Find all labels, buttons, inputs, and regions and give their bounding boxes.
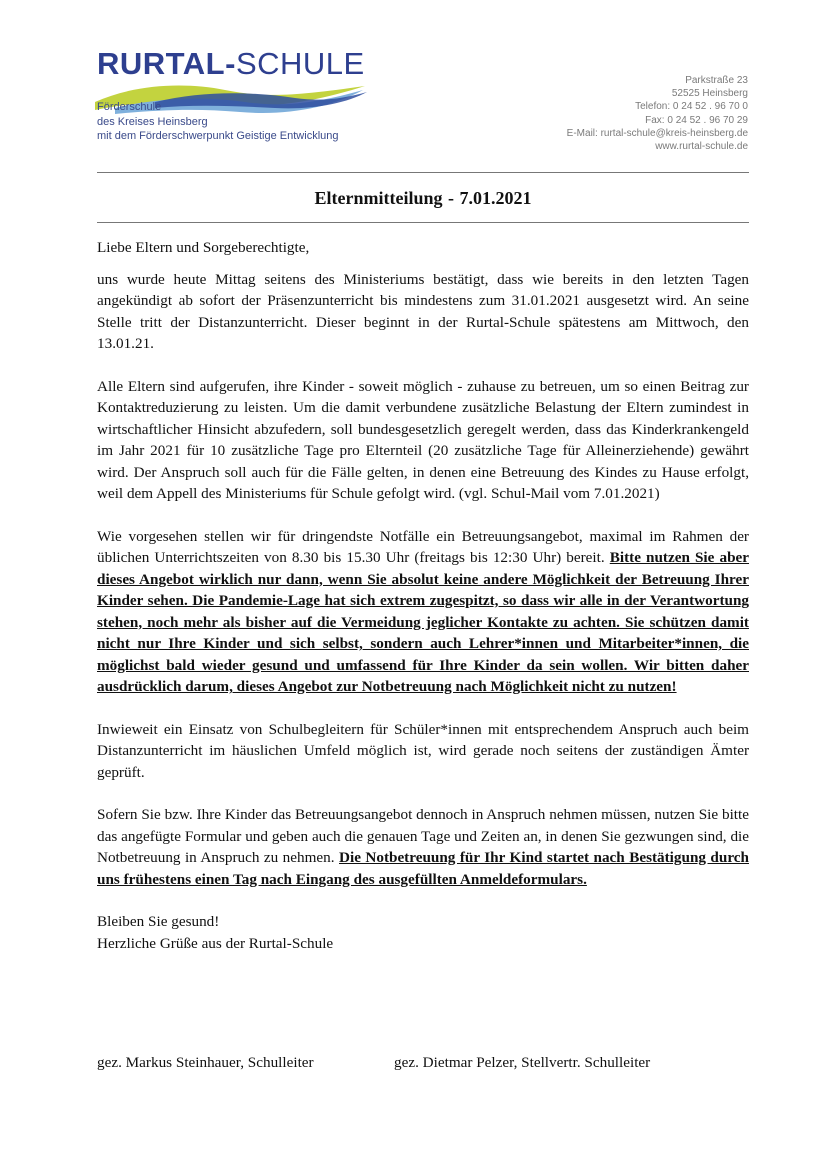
registration-text: Sofern Sie bzw. Ihre Kinder das Betreuungsangebot dennoch in Anspruch nehmen müssen, nutzen Sie bitte das angefügte Formular und geben auch die genauen Tage und Zeiten an, in denen Sie gezwungen sind, die Notbetreuung in Anspruch zu nehmen. — [97, 806, 749, 866]
contact-street: Parkstraße 23 — [685, 75, 748, 86]
contact-city: 52525 Heinsberg — [671, 88, 748, 100]
contact-email: E-Mail: rurtal-schule@kreis-heinsberg.de — [566, 127, 748, 139]
school-logo-wordmark — [97, 46, 365, 82]
paragraph-childcare-appeal: Alle Eltern sind aufgerufen, ihre Kinder - soweit möglich - zuhause zu betreuen, um so einen Beitrag zur Kontaktreduzierung zu leisten. Um die damit verbundene zusätzliche Belastung der Eltern zumindest in wirtschaftlicher Hinsicht abzufedern, soll bundesgesetzlich geregelt werden, dass das Kinderkrankengeld im Jahr 2021 für 10 zusätzliche Tage pro Elternteil (20 zusätzliche Tage für Alleinerziehende) gewährt wird. Der Anspruch soll auch für die Fälle gelten, in denen eine Betreuung des Kindes zu Hause erfolgt, weil dem Appell des Ministeriums für Schule gefolgt wird. (vgl. Schul-Mail vom 7.01.2021) — [97, 377, 749, 502]
header-divider-bottom — [97, 222, 749, 223]
logo-light-part: SCHULE — [235, 46, 365, 81]
registration-note: Die Notbetreuung für Ihr Kind startet nach Bestätigung durch uns frühestens einen Tag nach Eingang des ausgefüllten Anmeldeformulars. — [97, 849, 749, 888]
school-tagline — [97, 100, 338, 144]
letter-body — [97, 237, 749, 954]
tagline-line-3: mit dem Förderschwerpunkt Geistige Entwicklung — [97, 130, 339, 142]
closing-wish: Bleiben Sie gesund! — [97, 913, 220, 930]
logo-dash: - — [225, 46, 236, 81]
contact-phone: Telefon: 0 24 52 . 96 70 0 — [635, 101, 748, 113]
emergency-care-warning: Bitte nutzen Sie aber dieses Angebot wirklich nur dann, wenn Sie absolut keine andere Möglichkeit der Betreuung Ihrer Kinder sehen. Die Pandemie-Lage hat sich extrem zugespitzt, so dass wir alle in der Verantwortung stehen, noch mehr als bisher auf die Vermeidung jeglicher Kontakte zu achten. Sie schützen damit nicht nur Ihre Kinder und sich selbst, sondern auch Lehrer*innen und Mitarbeiter*innen, die möglichst bald wieder gesund und umfassend für Ihre Kinder da sein wollen. Wir bitten daher ausdrücklich darum, dieses Angebot zur Notbetreuung nach Möglichkeit nicht zu nutzen! — [97, 549, 750, 695]
contact-block — [567, 74, 748, 153]
contact-website: www.rurtal-schule.de — [655, 141, 748, 153]
emergency-care-text: Wie vorgesehen stellen wir für dringendste Notfälle ein Betreuungsangebot, maximal im Rahmen der üblichen Unterrichtszeiten von 8.30 bis 15.30 Uhr (freitags bis 12:30 Uhr) bereit. — [97, 527, 749, 566]
logo-bold-part: RURTAL — [97, 46, 226, 81]
paragraph-emergency-care — [97, 526, 749, 698]
signature-principal: gez. Markus Steinhauer, Schulleiter — [97, 1054, 314, 1071]
tagline-line-1: Förderschule — [97, 101, 162, 113]
header-divider-top — [97, 172, 749, 173]
paragraph-registration — [97, 804, 749, 890]
signature-deputy: gez. Dietmar Pelzer, Stellvertr. Schulleiter — [394, 1054, 651, 1071]
contact-fax: Fax: 0 24 52 . 96 70 29 — [645, 114, 748, 126]
salutation: Liebe Eltern und Sorgeberechtigte, — [97, 239, 310, 256]
document-heading: Elternmitteilung - 7.01.2021 — [314, 188, 532, 208]
paragraph-school-companions: Inwieweit ein Einsatz von Schulbegleitern für Schüler*innen mit entsprechendem Anspruch auch beim Distanzunterricht im häuslichen Umfeld möglich ist, wird gerade noch seitens der zuständigen Ämter geprüft. — [97, 720, 749, 781]
tagline-line-2: des Kreises Heinsberg — [97, 115, 208, 128]
closing-greeting: Herzliche Grüße aus der Rurtal-Schule — [97, 934, 334, 952]
paragraph-announcement: uns wurde heute Mittag seitens des Ministeriums bestätigt, dass wie bereits in den letzten Tagen angekündigt ab sofort der Präsenzunterricht bis mindestens zum 31.01.2021 ausgesetzt wird. An seine Stelle tritt der Distanzunterricht. Dieser beginnt in der Rurtal-Schule spätestens am Mittwoch, den 13.01.21. — [97, 270, 749, 352]
